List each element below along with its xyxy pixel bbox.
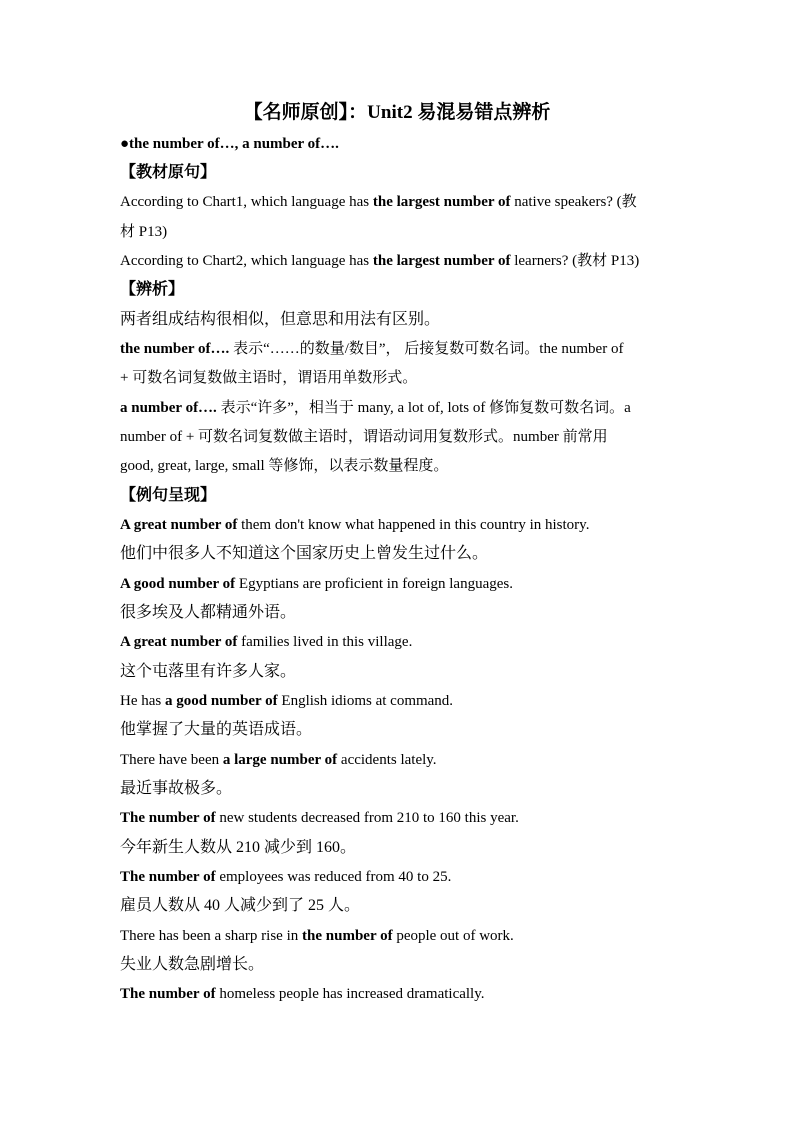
analysis-para-1: the number of…. 表示“……的数量/数目”， 后接复数可数名词。the number of: [120, 341, 624, 357]
textbook-sentence-1: According to Chart1, which language has the largest number of native speakers? (教: [120, 194, 637, 210]
example-en-6: The number of new students decreased from 210 to 160 this year.: [120, 810, 519, 826]
example-en-1: A great number of them don't know what happened in this country in history.: [120, 517, 590, 533]
section-examples-heading: 【例句呈现】: [120, 487, 217, 504]
example-en-4: He has a good number of English idioms at command.: [120, 693, 454, 709]
example-zh-6: 今年新生人数从 210 减少到 160。: [120, 839, 357, 856]
analysis-para-2-line-2: number of + 可数名词复数做主语时，谓语动词用复数形式。number 前常用: [120, 429, 608, 445]
example-zh-4: 他掌握了大量的英语成语。: [120, 721, 313, 738]
example-zh-3: 这个屯落里有许多人家。: [120, 663, 297, 680]
analysis-intro: 两者组成结构很相似，但意思和用法有区别。: [120, 311, 441, 328]
section-textbook-heading: 【教材原句】: [120, 164, 217, 181]
example-en-2: A good number of Egyptians are proficient in foreign languages.: [120, 576, 513, 592]
analysis-para-2: a number of…. 表示“许多”，相当于 many, a lot of, lots of 修饰复数可数名词。a: [120, 400, 631, 416]
analysis-para-2-line-3: good, great, large, small 等修饰，以表示数量程度。: [120, 458, 449, 474]
example-en-5: There have been a large number of accidents lately.: [120, 752, 437, 768]
example-en-7: The number of employees was reduced from 40 to 25.: [120, 869, 452, 885]
example-en-8: There has been a sharp rise in the number of people out of work.: [120, 928, 514, 944]
example-zh-2: 很多埃及人都精通外语。: [120, 604, 297, 621]
textbook-sentence-2: According to Chart2, which language has the largest number of learners? (教材 P13): [120, 253, 640, 269]
example-zh-1: 他们中很多人不知道这个国家历史上曾发生过什么。: [120, 545, 489, 562]
page-title: 【名师原创】：Unit2 易混易错点辨析: [243, 102, 551, 123]
section-analysis-heading: 【辨析】: [120, 281, 185, 298]
bullet-heading: ●the number of…, a number of….: [120, 136, 339, 152]
example-zh-7: 雇员人数从 40 人减少到了 25 人。: [120, 897, 361, 914]
example-en-9: The number of homeless people has increased dramatically.: [120, 986, 485, 1002]
example-en-3: A great number of families lived in this village.: [120, 634, 413, 650]
example-zh-5: 最近事故极多。: [120, 780, 233, 797]
textbook-sentence-1-cont: 材 P13): [120, 224, 168, 240]
example-zh-8: 失业人数急剧增长。: [120, 956, 265, 973]
analysis-para-1-line-2: + 可数名词复数做主语时，谓语用单数形式。: [120, 370, 418, 386]
